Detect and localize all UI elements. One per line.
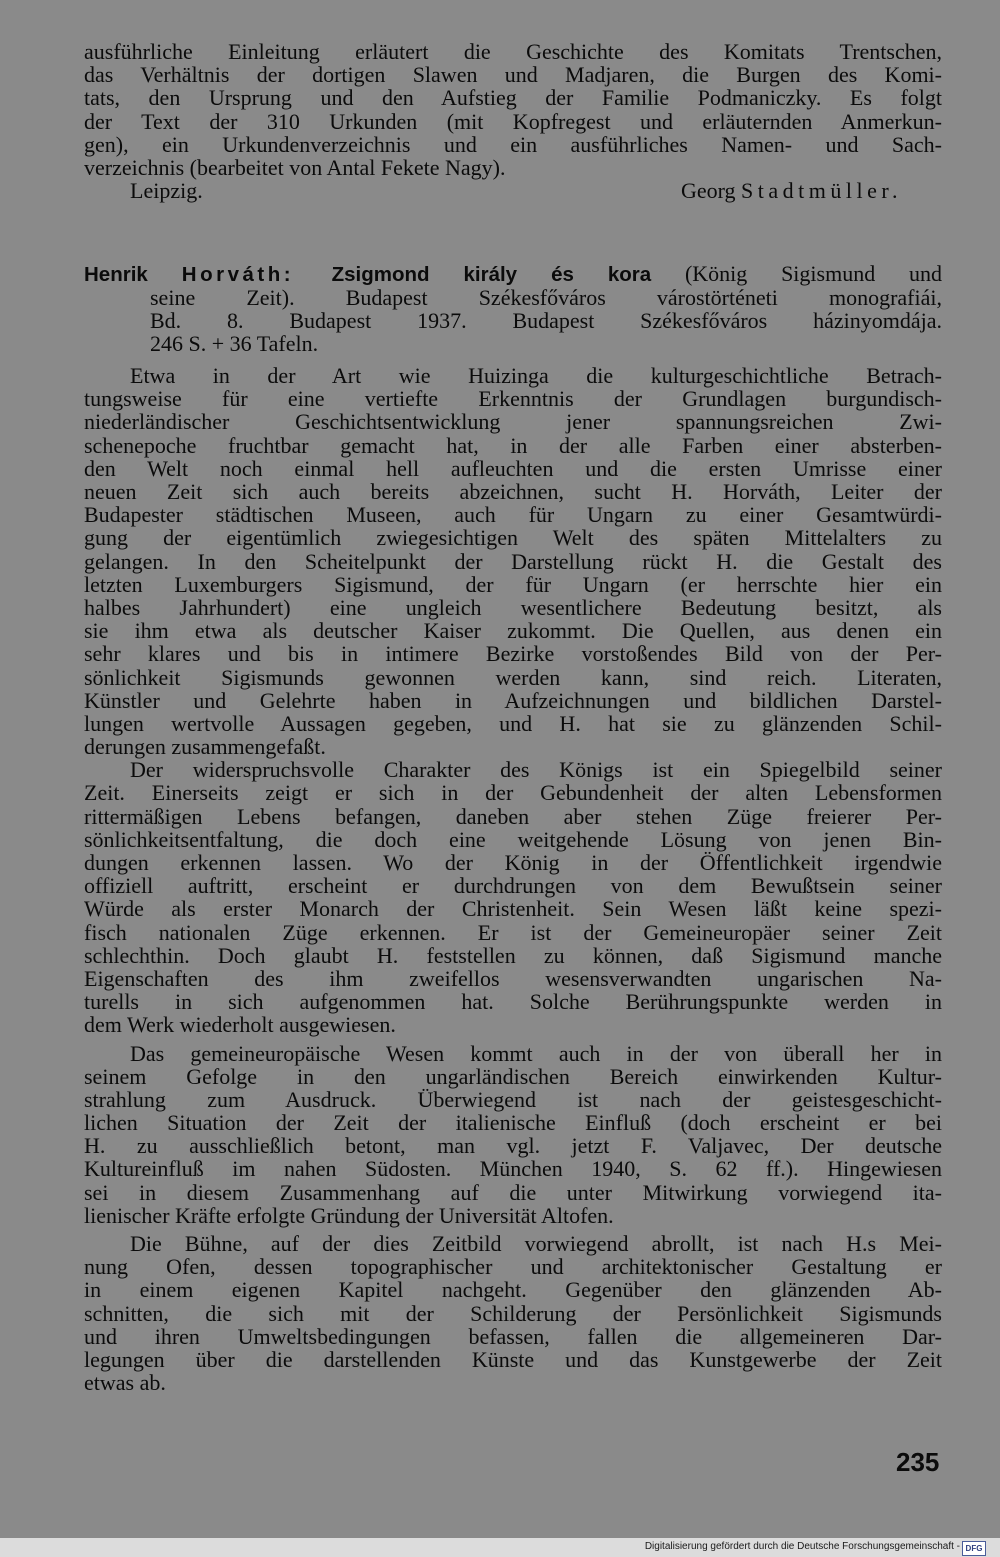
paragraph-line xyxy=(84,364,942,387)
page-content xyxy=(84,40,942,1394)
paragraph-line-text: Das gemeineuropäische Wesen kommt auch in der von überall her in xyxy=(130,1040,942,1066)
paragraph-line xyxy=(84,1042,942,1065)
paragraph-line: turells in sich aufgenommen hat. Solche Berührungspunkte werden in xyxy=(84,989,942,1015)
paragraph-line: schenepoche fruchtbar gemacht hat, in der alle Farben einer absterben- xyxy=(84,432,942,458)
citation-line: 246 S. + 36 Tafeln. xyxy=(150,330,319,356)
paragraph-line: sehr klares und bis in intimere Bezirke vorstoßendes Bild von der Per- xyxy=(84,641,942,667)
paragraph-line: dungen erkennen lassen. Wo der König in der Öffentlichkeit irgendwie xyxy=(84,850,942,875)
paragraph-line: strahlung zum Ausdruck. Überwiegend ist nach der geistesgeschicht- xyxy=(84,1086,942,1112)
paragraph-line xyxy=(84,1232,942,1255)
dfg-logo-icon: DFG xyxy=(962,1541,986,1556)
paragraph-line: Kultureinfluß im nahen Südosten. München 1940, S. 62 ff.). Hingewiesen xyxy=(84,1156,942,1182)
paragraph-line: derungen zusammengefaßt. xyxy=(84,734,326,760)
paragraph-line: lichen Situation der Zeit der italienische Einfluß (doch erscheint er bei xyxy=(84,1110,942,1136)
paragraph-line: Zeit. Einerseits zeigt er sich in der Gebundenheit der alten Lebensformen xyxy=(84,780,942,806)
reviewed-author-last: Horváth: xyxy=(181,263,332,287)
paragraph-line: letzten Luxemburgers Sigismund, der für Ungarn (er herrschte hier ein xyxy=(84,571,942,597)
paragraph-line: seinem Gefolge in den ungarländischen Bereich einwirkenden Kultur- xyxy=(84,1063,942,1089)
paragraph-line: fisch nationalen Züge erkennen. Er ist der Gemeineuropäer seiner Zeit xyxy=(84,919,942,945)
review-signature xyxy=(84,179,942,202)
paragraph-line: sönlichkeitsentfaltung, die doch eine weitgehende Lösung von jenen Bin- xyxy=(84,826,942,852)
paragraph-line: gung der eigentümlich zwiegesichtigen Welt des späten Mittelalters zu xyxy=(84,525,942,551)
paragraph-line: legungen über die darstellenden Künste und das Kunstgewerbe der Zeit xyxy=(84,1346,942,1372)
intro-paragraph xyxy=(84,40,942,179)
intro-line: gen), ein Urkundenverzeichnis und ein ausführliches Namen- und Sach- xyxy=(84,131,942,157)
paragraph-line: Eigenschaften des ihm zweifellos wesensverwandten ungarischen Na- xyxy=(84,965,942,991)
paragraph-line: dem Werk wiederholt ausgewiesen. xyxy=(84,1012,396,1038)
paragraph-line-text: Etwa in der Art wie Huizinga die kulturgeschichtliche Betrach- xyxy=(130,363,942,389)
paragraph-line: sönlichkeit Sigismunds gewonnen werden kann, sind reich. Literaten, xyxy=(84,664,942,690)
paragraph-line: lienischer Kräfte erfolgte Gründung der Universität Altofen. xyxy=(84,1202,614,1228)
intro-line: tats, den Ursprung und den Aufstieg der Familie Podmaniczky. Es folgt xyxy=(84,85,942,111)
paragraph-line: den Welt noch einmal hell aufleuchten und die ersten Umrisse einer xyxy=(84,455,942,481)
citation-line: Bd. 8. Budapest 1937. Budapest Székesfőváros házinyomdája. xyxy=(150,307,942,333)
paragraph-line: nung Ofen, dessen topographischer und architektonischer Gestaltung er xyxy=(84,1254,942,1280)
footer-credit-text: Digitalisierung gefördert durch die Deutsche Forschungsgemeinschaft - xyxy=(644,1541,960,1552)
signature-place: Leipzig. xyxy=(130,178,203,204)
paragraph-line: schnitten, die sich mit der Schilderung der Persönlichkeit Sigismunds xyxy=(84,1300,942,1326)
intro-line: der Text der 310 Urkunden (mit Kopfregest und erläuternden Anmerkun- xyxy=(84,108,942,134)
paragraph-line: etwas ab. xyxy=(84,1370,166,1396)
intro-line: das Verhältnis der dortigen Slawen und Madjaren, die Burgen des Komi- xyxy=(84,62,942,88)
paragraph-line: und ihren Umweltsbedingungen befassen, fallen die allgemeineren Dar- xyxy=(84,1323,942,1349)
review-heading xyxy=(84,262,942,355)
paragraph-line: H. zu ausschließlich betont, man vgl. jetzt F. Valjavec, Der deutsche xyxy=(84,1133,942,1159)
paragraph-line-text: Die Bühne, auf der dies Zeitbild vorwiegend abrollt, ist nach H.s Mei- xyxy=(130,1231,942,1256)
paragraph-line: niederländischer Geschichtsentwicklung jener spannungsreichen Zwi- xyxy=(84,409,942,435)
signature-author-last: Stadtmüller. xyxy=(741,178,902,204)
paragraph-line: neuen Zeit sich auch bereits abzeichnen, sucht H. Horváth, Leiter der xyxy=(84,479,942,504)
signature-author-first: Georg xyxy=(680,178,742,204)
paragraph-line: in einem eigenen Kapitel nachgeht. Gegenüber den glänzenden Ab- xyxy=(84,1277,942,1303)
review-heading-line xyxy=(84,262,942,285)
paragraph-line: halbes Jahrhundert) eine ungleich wesentlichere Bedeutung besitzt, als xyxy=(84,594,942,620)
page-number: 235 xyxy=(896,1447,940,1477)
reviewed-book-title: Zsigmond király és kora xyxy=(331,263,652,287)
body-paragraph xyxy=(84,1232,942,1394)
paragraph-line: offiziell auftritt, erscheint er durchdrungen von dem Bewußtsein seiner xyxy=(84,873,942,899)
paragraph-line: rittermäßigen Lebens befangen, daneben aber stehen Züge freierer Per- xyxy=(84,803,942,829)
paragraph-line xyxy=(84,758,942,781)
paragraph-line: sei in diesem Zusammenhang auf die unter Mitwirkung vorwiegend ita- xyxy=(84,1179,942,1205)
reviewed-author-first: Henrik xyxy=(84,263,182,287)
reviewed-book-citation: (König Sigismund und xyxy=(651,261,942,287)
paragraph-line: Budapester städtischen Museen, auch für Ungarn zu einer Gesamtwürdi- xyxy=(84,502,942,528)
paragraph-line: tungsweise für eine vertiefte Erkenntnis der Grundlagen burgundisch- xyxy=(84,386,942,412)
citation-continuation xyxy=(84,286,942,356)
signature-author xyxy=(681,179,902,202)
paragraph-line: Würde als erster Monarch der Christenheit. Sein Wesen läßt keine spezi- xyxy=(84,896,942,922)
paragraph-line: schlechthin. Doch glaubt H. feststellen zu können, daß Sigismund manche xyxy=(84,942,942,968)
body-paragraph xyxy=(84,1042,942,1228)
paragraph-line-text: Der widerspruchsvolle Charakter des Königs ist ein Spiegelbild seiner xyxy=(130,757,942,783)
paragraph-line: Künstler und Gelehrte haben in Aufzeichnungen und bildlichen Darstel- xyxy=(84,687,942,713)
paragraph-line: lungen wertvolle Aussagen gegeben, und H. hat sie zu glänzenden Schil- xyxy=(84,710,942,736)
review-body xyxy=(84,364,942,1394)
paragraph-line: sie ihm etwa als deutscher Kaiser zukommt. Die Quellen, aus denen ein xyxy=(84,618,942,644)
paragraph-line: gelangen. In den Scheitelpunkt der Darstellung rückt H. die Gestalt des xyxy=(84,548,942,574)
citation-line: seine Zeit). Budapest Székesfőváros várostörténeti monografiái, xyxy=(150,284,942,310)
intro-line: verzeichnis (bearbeitet von Antal Fekete Nagy). xyxy=(84,154,506,180)
intro-line: ausführliche Einleitung erläutert die Geschichte des Komitats Trentschen, xyxy=(84,39,942,64)
body-paragraph xyxy=(84,364,942,758)
body-paragraph xyxy=(84,758,942,1036)
digitization-footer xyxy=(0,1538,1000,1557)
